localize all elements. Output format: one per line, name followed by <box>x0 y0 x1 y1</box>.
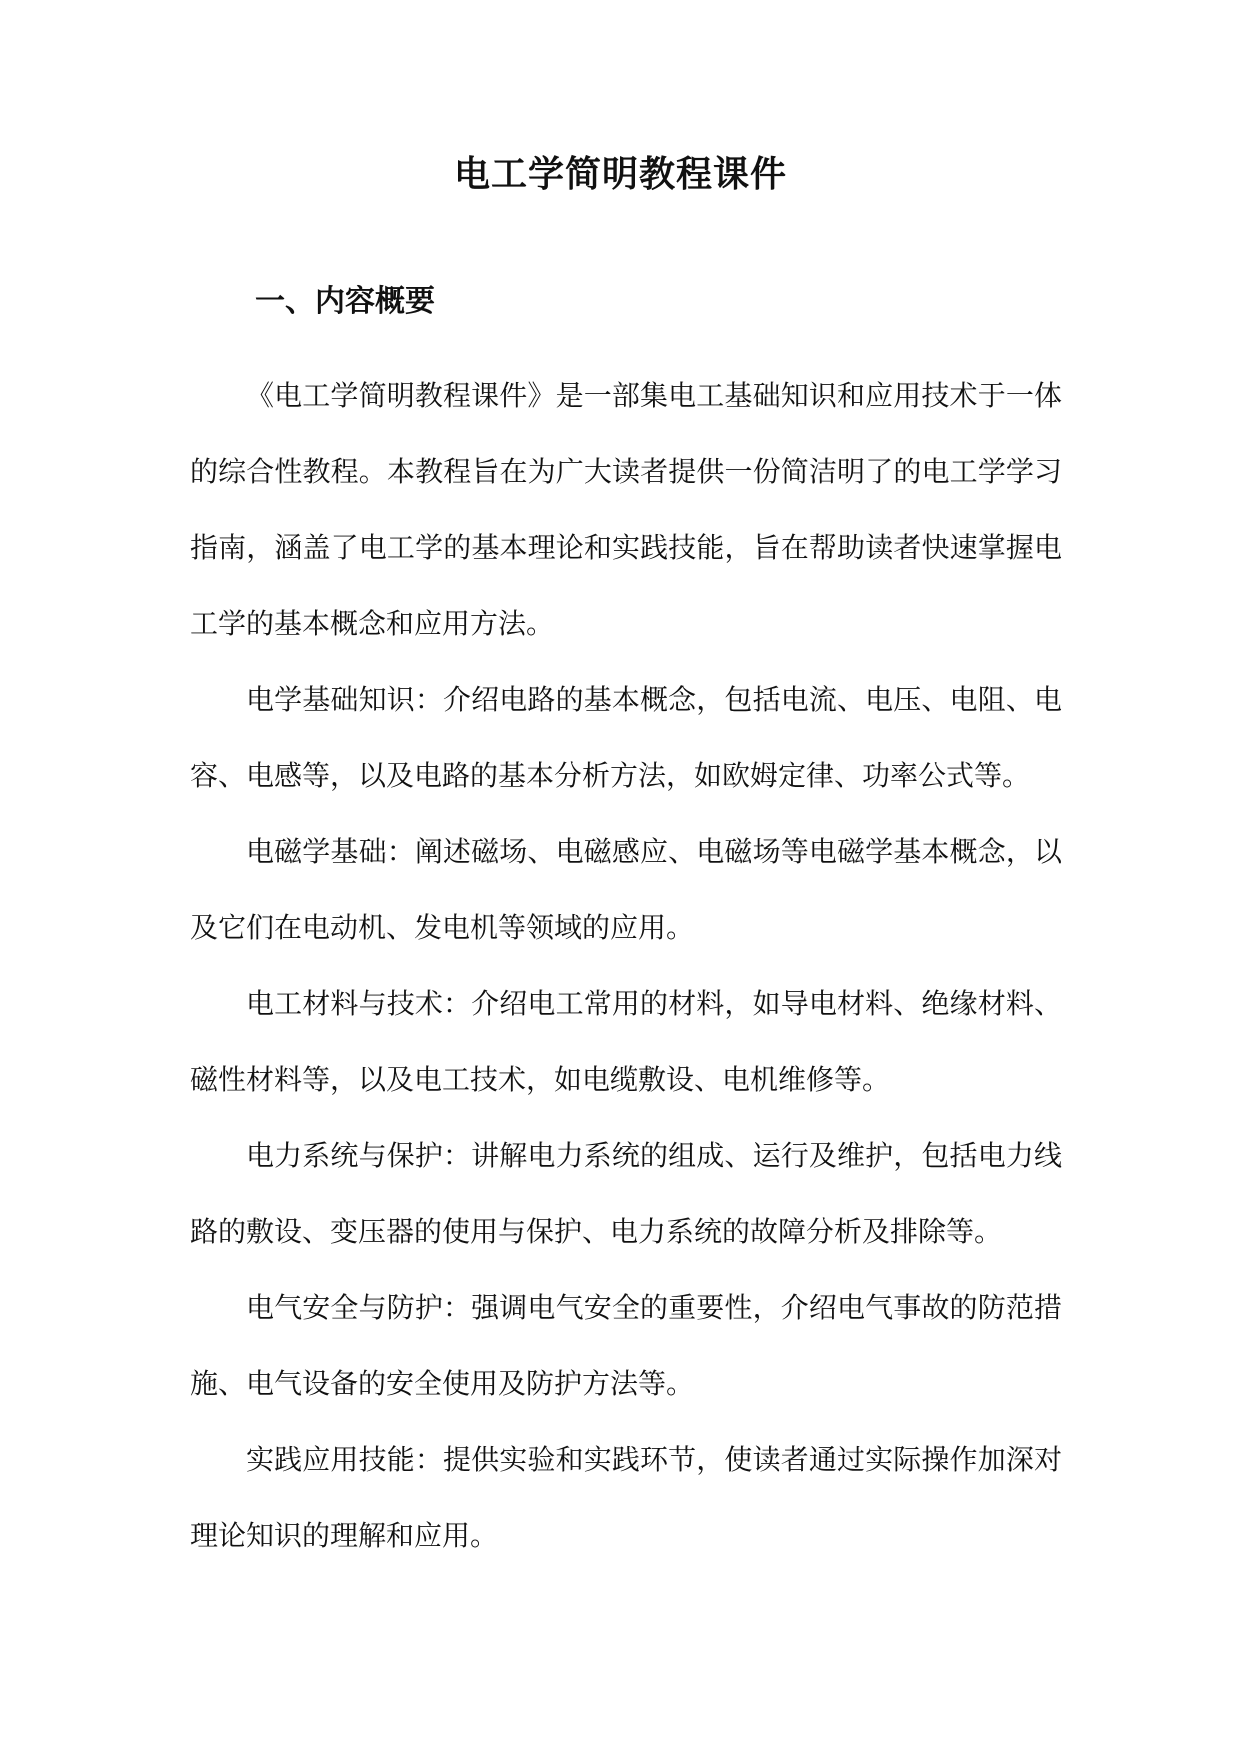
paragraph-practical-skills: 实践应用技能：提供实验和实践环节，使读者通过实际操作加深对理论知识的理解和应用。 <box>190 1443 1062 1552</box>
paragraph-electrical-basics: 电学基础知识：介绍电路的基本概念，包括电流、电压、电阻、电容、电感等，以及电路的基本分析方法，如欧姆定律、功率公式等。 <box>190 683 1062 792</box>
paragraph-intro: 《电工学简明教程课件》是一部集电工基础知识和应用技术于一体的综合性教程。本教程旨在为广大读者提供一份简洁明了的电工学学习指南，涵盖了电工学的基本理论和实践技能，旨在帮助读者快速掌握电工学的基本概念和应用方法。 <box>190 379 1062 640</box>
document-title: 电工学简明教程课件 <box>453 154 787 195</box>
paragraph-electrical-safety: 电气安全与防护：强调电气安全的重要性，介绍电气事故的防范措施、电气设备的安全使用及防护方法等。 <box>190 1291 1062 1400</box>
section-heading: 一、内容概要 <box>255 284 435 319</box>
paragraph-electromagnetism: 电磁学基础：阐述磁场、电磁感应、电磁场等电磁学基本概念，以及它们在电动机、发电机等领域的应用。 <box>190 835 1062 944</box>
paragraph-power-systems: 电力系统与保护：讲解电力系统的组成、运行及维护，包括电力线路的敷设、变压器的使用与保护、电力系统的故障分析及排除等。 <box>190 1139 1062 1248</box>
section-body <box>190 358 1062 1574</box>
paragraph-materials-technology: 电工材料与技术：介绍电工常用的材料，如导电材料、绝缘材料、磁性材料等，以及电工技术，如电缆敷设、电机维修等。 <box>190 987 1062 1096</box>
